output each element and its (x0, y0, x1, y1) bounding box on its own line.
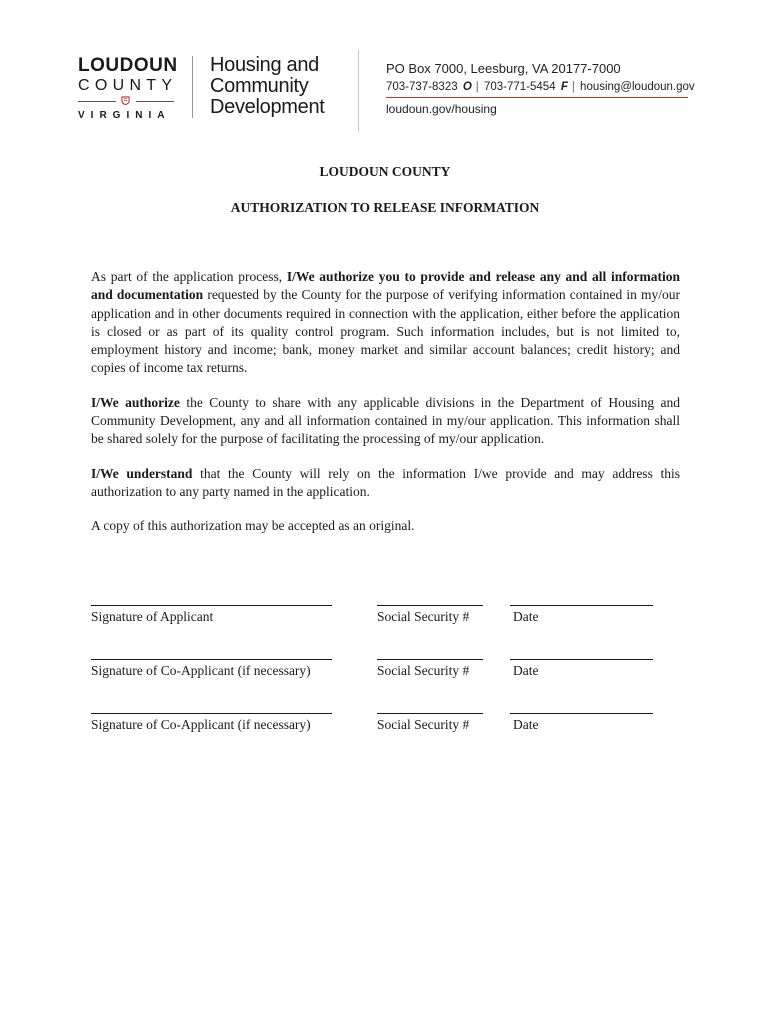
separator: | (571, 81, 575, 93)
logo-line-virginia: VIRGINIA (78, 110, 171, 121)
date-label: Date (513, 717, 539, 732)
logo-line-county: COUNTY (78, 77, 178, 94)
signature-row-co-applicant-1 (0, 659, 770, 689)
co-applicant-2-date-line[interactable] (510, 713, 653, 714)
signature-label: Signature of Co-Applicant (if necessary) (91, 717, 311, 732)
contact-block (386, 61, 695, 117)
applicant-ssn-line[interactable] (377, 605, 483, 606)
p2-rest: the County to share with any applicable divisions in the Department of Housing and Community Development, any and all information contained in my/our application. This information shall be shared solely for the purpose of facilitating the processing of my/our application. (91, 394, 680, 447)
county-seal-icon (121, 96, 130, 105)
signature-row-co-applicant-2 (0, 713, 770, 743)
website-link[interactable]: loudoun.gov/housing (386, 102, 497, 116)
co-applicant-1-ssn-line[interactable] (377, 659, 483, 660)
signature-label: Signature of Co-Applicant (if necessary) (91, 663, 311, 678)
p3-rest: that the County will rely on the information I/we provide and may address this authorization to any party named in the application. (91, 465, 680, 499)
paragraph-share (91, 394, 680, 449)
co-applicant-1-signature-line[interactable] (91, 659, 332, 660)
document-title: AUTHORIZATION TO RELEASE INFORMATION (230, 200, 540, 215)
phone-line (386, 79, 695, 98)
logo-seal-row (78, 96, 174, 106)
contact-divider (358, 50, 359, 132)
date-label: Date (513, 663, 539, 678)
logo-line-loudoun: LOUDOUN (78, 55, 178, 76)
logo-rule-left (78, 101, 116, 102)
separator: | (475, 81, 479, 93)
fax-flag: F (560, 81, 568, 93)
fax-phone: 703-771-5454 (483, 81, 556, 93)
p2-bold: I/We authorize (91, 394, 180, 410)
county-heading: LOUDOUN COUNTY (319, 164, 451, 179)
co-applicant-2-signature-line[interactable] (91, 713, 332, 714)
office-flag: O (462, 81, 472, 93)
p1-rest: requested by the County for the purpose of verifying information contained in my/our application and in other documents required in connection with the application, either before the application is closed or as part of its quality control program. Such information includes, but is not limited to, employment history and income; bank, money market and similar account balances; credit history; and copies of income tax returns. (91, 287, 680, 376)
email-link[interactable]: housing@loudoun.gov (580, 81, 695, 93)
mailing-address: PO Box 7000, Leesburg, VA 20177-7000 (386, 61, 621, 76)
paragraph-understand (91, 465, 680, 502)
department-name-line2: Community (210, 75, 309, 97)
logo-rule-right (136, 101, 174, 102)
department-name-line1: Housing and (210, 54, 320, 76)
department-name (210, 55, 325, 118)
department-name-line3: Development (210, 96, 325, 118)
logo-divider (192, 56, 193, 118)
p3-bold: I/We understand (91, 465, 193, 481)
date-label: Date (513, 609, 539, 624)
paragraph-release (91, 268, 680, 378)
ssn-label: Social Security # (377, 663, 470, 678)
ssn-label: Social Security # (377, 717, 470, 732)
applicant-date-line[interactable] (510, 605, 653, 606)
co-applicant-2-ssn-line[interactable] (377, 713, 483, 714)
paragraph-copy: A copy of this authorization may be accepted as an original. (91, 518, 415, 534)
letterhead (0, 0, 770, 140)
loudoun-county-logo (78, 55, 178, 124)
authorization-body (91, 268, 680, 552)
signature-row-applicant (0, 605, 770, 635)
ssn-label: Social Security # (377, 609, 470, 624)
office-phone: 703-737-8323 (386, 81, 458, 93)
applicant-signature-line[interactable] (91, 605, 332, 606)
p1-bold: I/We authorize you to provide and release any and all information and documentation (91, 269, 680, 303)
signature-label: Signature of Applicant (91, 609, 214, 624)
co-applicant-1-date-line[interactable] (510, 659, 653, 660)
p1-lead: As part of the application process, (91, 269, 287, 284)
